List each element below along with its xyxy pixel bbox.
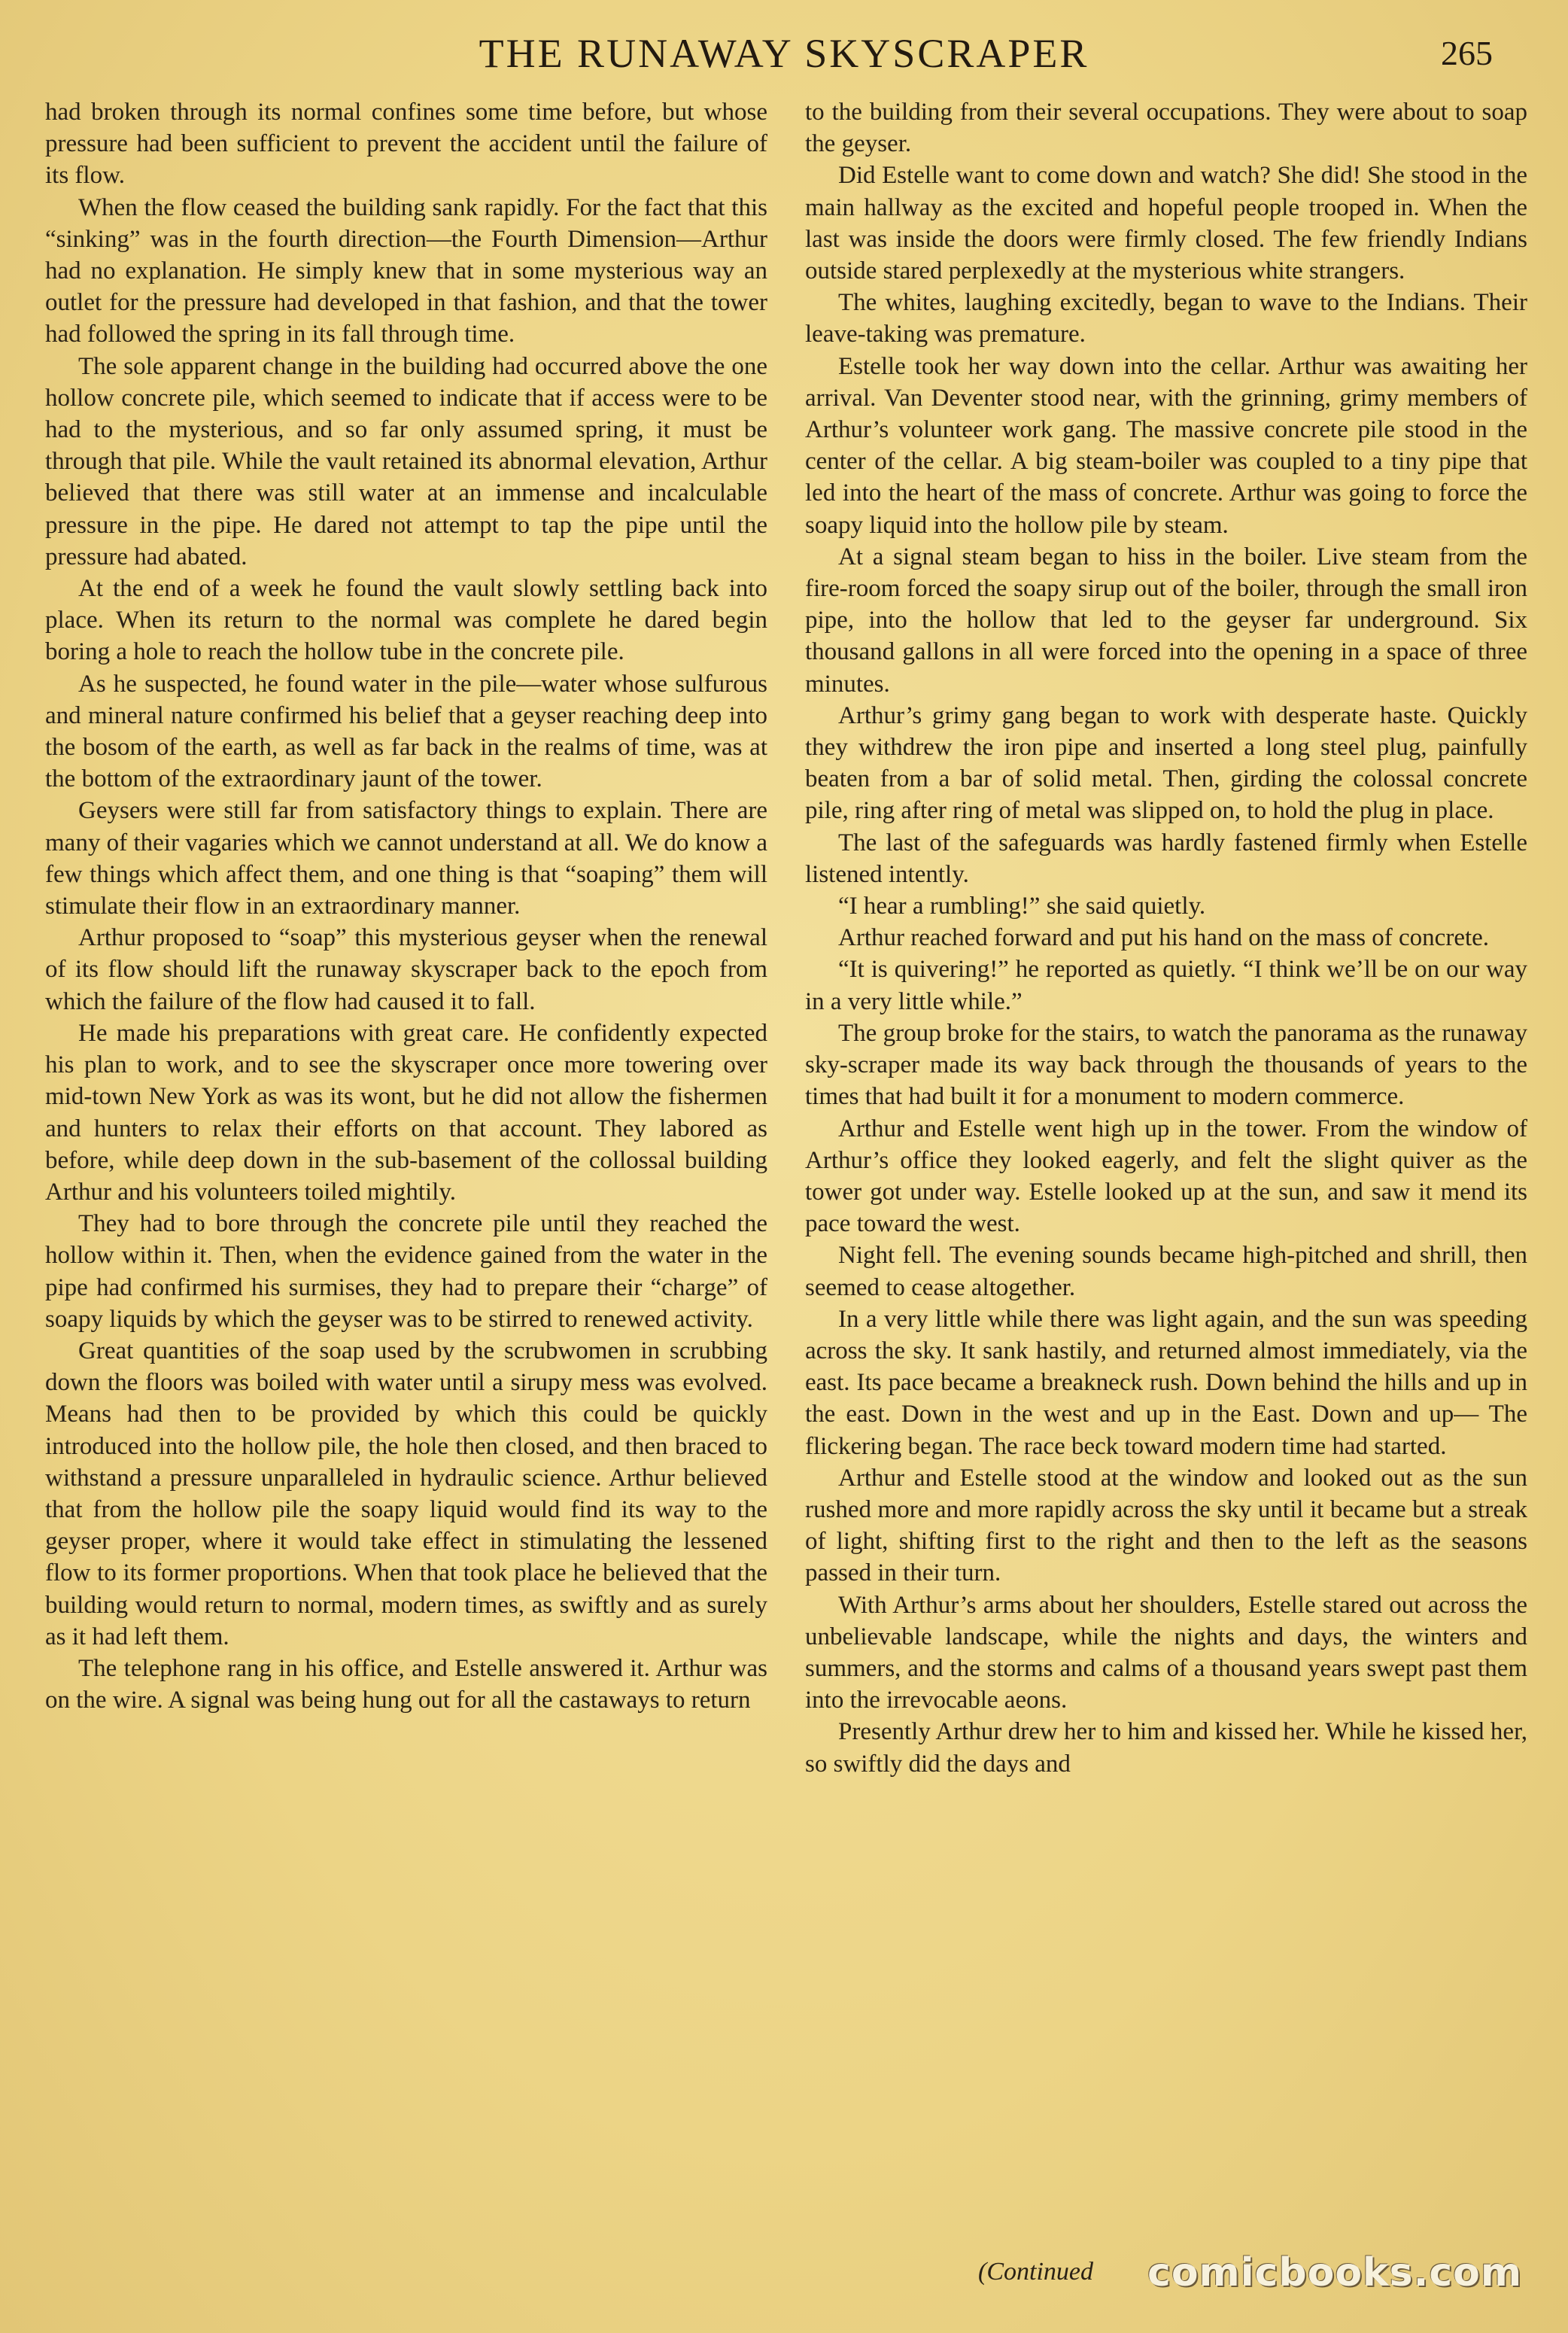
paragraph: The whites, laughing excitedly, began to wave to the Indians. Their leave-taking was premature. [805,289,1527,348]
paragraph: When the flow ceased the building sank rapidly. For the fact that this “sinking” was in the fourth direction—the Fourth Dimension—Arthur had no explanation. He simply knew that in some mysterious way an outlet for the pressure had developed in that fashion, and that the tower had followed the spring in its fall through time. [45,193,767,348]
paragraph: Arthur and Estelle stood at the window and looked out as the sun rushed more and more rapidly across the sky until it became but a streak of light, shifting first to the right and then to the left as the seasons passed in their turn. [805,1464,1527,1587]
paragraph: Arthur’s grimy gang began to work with desperate haste. Quickly they withdrew the iron pipe and inserted a long steel plug, painfully beaten from a bar of solid metal. Then, girding the colossal concrete pile, ring after ring of metal was slipped on, to hold the plug in place. [805,701,1527,825]
paragraph: Presently Arthur drew her to him and kissed her. While he kissed her, so swiftly did the days and [805,1718,1527,1778]
paragraph: Did Estelle want to come down and watch? She did! She stood in the main hallway as the excited and hopeful people trooped in. When the last was inside the doors were firmly closed. The few friendly Indians outside stared perplexedly at the mysterious white strangers. [805,162,1527,285]
paragraph: With Arthur’s arms about her shoulders, Estelle stared out across the unbelievable landscape, while the nights and days, the winters and summers, and the storms and calms of a thousand years swept past them into the irrevocable aeons. [805,1591,1527,1714]
paragraph: to the building from their several occupations. They were about to soap the geyser. [805,99,1527,158]
continued-note: (Continued [978,2258,1093,2286]
running-title: THE RUNAWAY SKYSCRAPER [479,31,1089,76]
paragraph: Arthur and Estelle went high up in the tower. From the window of Arthur’s office they looked eagerly, and felt the slight quiver as the tower got under way. Estelle looked up at the sun, and saw it mend its pace toward the west. [805,1115,1527,1238]
paragraph: Estelle took her way down into the cellar. Arthur was awaiting her arrival. Van Deventer stood near, with the grinning, grimy members of Arthur’s volunteer work gang. The massive concrete pile stood in the center of the cellar. A big steam-boiler was coupled to a tiny pipe that led into the heart of the mass of concrete. Arthur was going to force the soapy liquid into the hollow pile by steam. [805,352,1527,539]
paragraph: Geysers were still far from satisfactory things to explain. There are many of their vagaries which we cannot understand at all. We do know a few things which affect them, and one thing is that “soaping” them will stimulate their flow in an extraordinary manner. [45,797,767,920]
right-column [805,96,1527,1780]
paragraph: He made his preparations with great care. He confidently expected his plan to work, and to see the skyscraper once more towering over mid-town New York as was its wont, but he did not allow the fishermen and hunters to relax their efforts on that account. They labored as before, while deep down in the sub-basement of the collossal building Arthur and his volunteers toiled mightily. [45,1019,767,1206]
paragraph: “I hear a rumbling!” she said quietly. [838,893,1206,920]
paragraph: Arthur proposed to “soap” this mysterious geyser when the renewal of its flow should lift the runaway skyscraper back to the epoch from which the failure of the flow had caused it to fall. [45,924,767,1015]
paragraph: The telephone rang in his office, and Estelle answered it. Arthur was on the wire. A signal was being hung out for all the castaways to return [45,1654,767,1714]
paragraph: At the end of a week he found the vault slowly settling back into place. When its return to the normal was complete he dared begin boring a hole to reach the hollow tube in the concrete pile. [45,575,767,666]
paragraph: As he suspected, he found water in the pile—water whose sulfurous and mineral nature confirmed his belief that a geyser reaching deep into the bosom of the earth, as well as far back in the realms of time, was at the bottom of the extraordinary jaunt of the tower. [45,670,767,793]
paragraph: The group broke for the stairs, to watch the panorama as the runaway sky-scraper made its way back through the thousands of years to the times that had built it for a monument to modern commerce. [805,1019,1527,1111]
paragraph: Great quantities of the soap used by the scrubwomen in scrubbing down the floors was boiled with water until a sirupy mess was evolved. Means had then to be provided by which this could be quickly introduced into the hollow pile, the hole then closed, and then braced to withstand a pressure unparalleled in hydraulic science. Arthur believed that from the hollow pile the soapy liquid would find its way to the geyser proper, where it would take effect in stimulating the lessened flow to its former proportions. When that took place he believed that the building would return to normal, modern times, as swiftly and as surely as it had left them. [45,1337,767,1650]
watermark-logo: comicbooks.com [1147,2250,1523,2295]
page-number: 265 [1441,34,1493,72]
paragraph: In a very little while there was light again, and the sun was speeding across the sky. It sank hastily, and returned almost immediately, via the east. Its pace became a breakneck rush. Down behind the hills and up in the east. Down in the west and up in the East. Down and up— The flickering began. The race beck toward modern time had started. [805,1305,1527,1460]
page-header [45,30,1523,83]
left-column [45,96,767,1716]
paragraph: At a signal steam began to hiss in the boiler. Live steam from the fire-room forced the soapy sirup out of the boiler, through the small iron pipe, into the hollow that led to the geyser far underground. Six thousand gallons in all were forced into the opening in a space of three minutes. [805,543,1527,698]
paragraph: “It is quivering!” he reported as quietly. “I think we’ll be on our way in a very little while.” [805,956,1527,1015]
paragraph: had broken through its normal confines some time before, but whose pressure had been sufficient to prevent the accident until the failure of its flow. [45,99,767,190]
paragraph: They had to bore through the concrete pile until they reached the hollow within it. Then, when the evidence gained from the water in the pipe had confirmed his surmises, they had to prepare their “charge” of soapy liquids by which the geyser was to be stirred to renewed activity. [45,1210,767,1333]
paragraph: The sole apparent change in the building had occurred above the one hollow concrete pile, which seemed to indicate that if access were to be had to the mysterious, and so far only assumed spring, it must be through that pile. While the vault retained its abnormal elevation, Arthur believed that there was still water at an immense and incalculable pressure in the pipe. He dared not attempt to tap the pipe until the pressure had abated. [45,352,767,570]
paragraph: The last of the safeguards was hardly fastened firmly when Estelle listened intently. [805,829,1527,888]
paragraph: Arthur reached forward and put his hand on the mass of concrete. [838,924,1490,952]
paragraph: Night fell. The evening sounds became high-pitched and shrill, then seemed to cease altogether. [805,1242,1527,1301]
